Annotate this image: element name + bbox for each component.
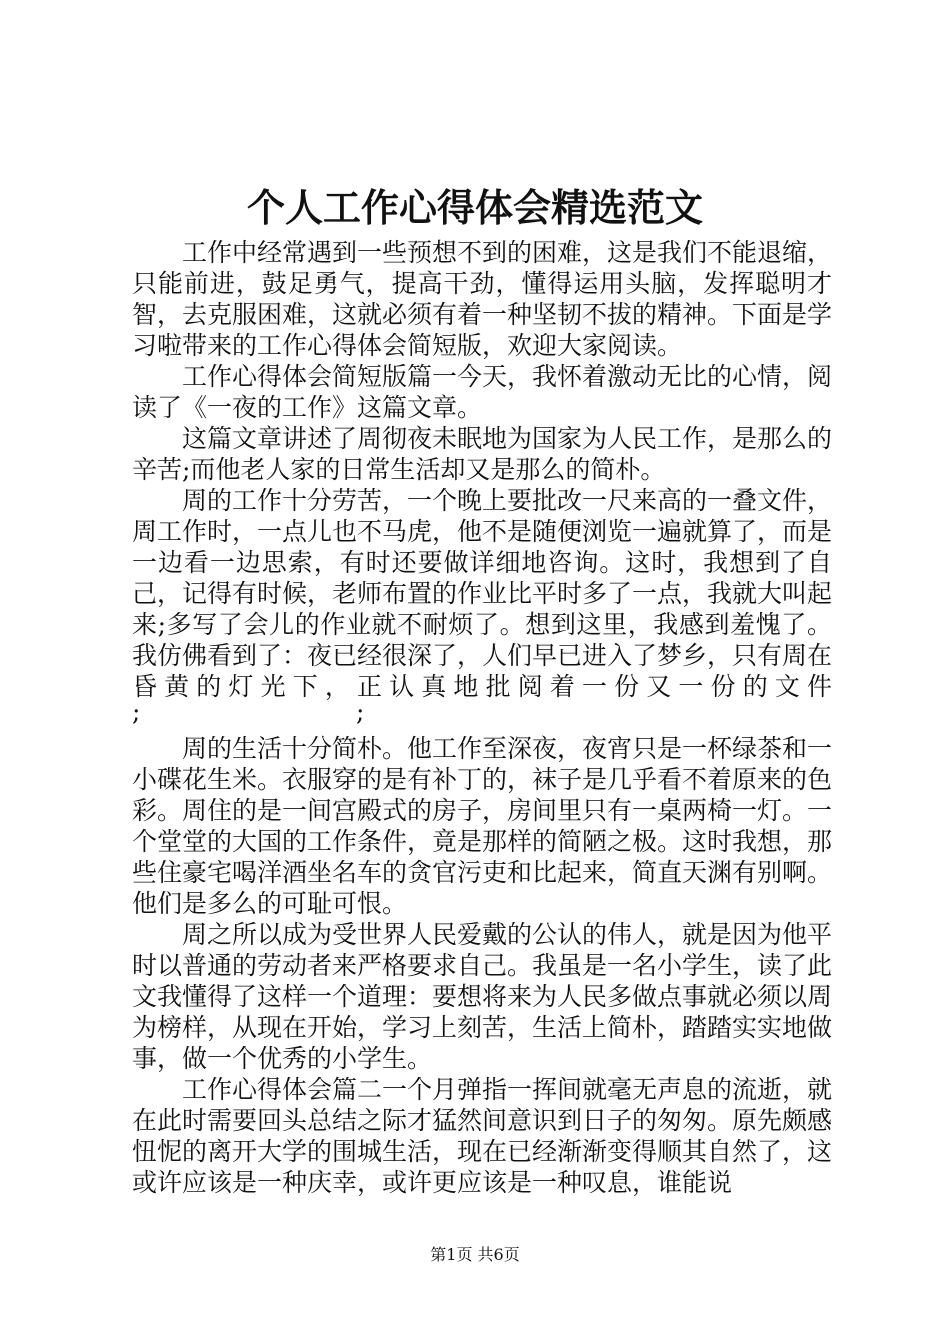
- document-title: 个人工作心得体会精选范文: [246, 185, 703, 230]
- paragraph-part-two-start: 工作心得体会篇二一个月弹指一挥间就毫无声息的流逝，就在此时需要回头总结之际才猛然间意识到日子的匆匆。原先颇感忸怩的离开大学的围城生活，现在已经渐渐变得顺其自然了，这或许应该是一种庆幸，或许更应该是一种叹息，谁能说: [132, 1075, 833, 1197]
- document-body: [132, 237, 832, 1198]
- paragraph-role-model: 周之所以成为受世界人民爱戴的公认的伟人，就是因为他平时以普通的劳动者来严格要求自己。我虽是一名小学生，读了此文我懂得了这样一个道理：要想将来为人民多做点事就必须以周为榜样，从现在开始，学习上刻苦，生活上简朴，踏踏实实地做事，做一个优秀的小学生。: [132, 920, 833, 1073]
- paragraph-intro: 工作中经常遇到一些预想不到的困难，这是我们不能退缩，只能前进，鼓足勇气，提高干劲，懂得运用头脑，发挥聪明才智，去克服困难，这就必须有着一种坚韧不拔的精神。下面是学习啦带来的工作心得体会简短版，欢迎大家阅读。: [132, 238, 833, 360]
- semicolon-mark: ;: [356, 697, 365, 726]
- semicolon-line: [132, 697, 832, 733]
- paragraph-simple-life: 周的生活十分简朴。他工作至深夜，夜宵只是一杯绿茶和一小碟花生米。衣服穿的是有补丁的，袜子是几乎看不着原来的色彩。周住的是一间宫殿式的房子，房间里只有一桌两椅一灯。一个堂堂的大国的工作条件，竟是那样的简陋之极。这时我想，那些住豪宅喝洋酒坐名车的贪官污吏和比起来，简直天渊有别啊。他们是多么的可耻可恨。: [132, 734, 833, 918]
- paragraph-article-summary: 这篇文章讲述了周彻夜未眠地为国家为人民工作，是那么的辛苦;而他老人家的日常生活却又是那么的简朴。: [132, 424, 833, 484]
- page-number-footer: 第1页 共6页: [430, 1245, 520, 1264]
- paragraph-part-one-start: 工作心得体会简短版篇一今天，我怀着激动无比的心情，阅读了《一夜的工作》这篇文章。: [132, 362, 833, 422]
- paragraph-hard-work: 周的工作十分劳苦，一个晚上要批改一尺来高的一叠文件，周工作时，一点儿也不马虎，他不是随便浏览一遍就算了，而是一边看一边思索，有时还要做详细地咨询。这时，我想到了自己，记得有时候，老师布置的作业比平时多了一点，我就大叫起来;多写了会儿的作业就不耐烦了。想到这里，我感到羞愧了。我仿佛看到了：夜已经很深了，人们早已进入了梦乡，只有周在昏黄的灯光下，正认真地批阅着一份又一份的文件: [132, 486, 833, 701]
- semicolon-mark: ;: [132, 697, 141, 726]
